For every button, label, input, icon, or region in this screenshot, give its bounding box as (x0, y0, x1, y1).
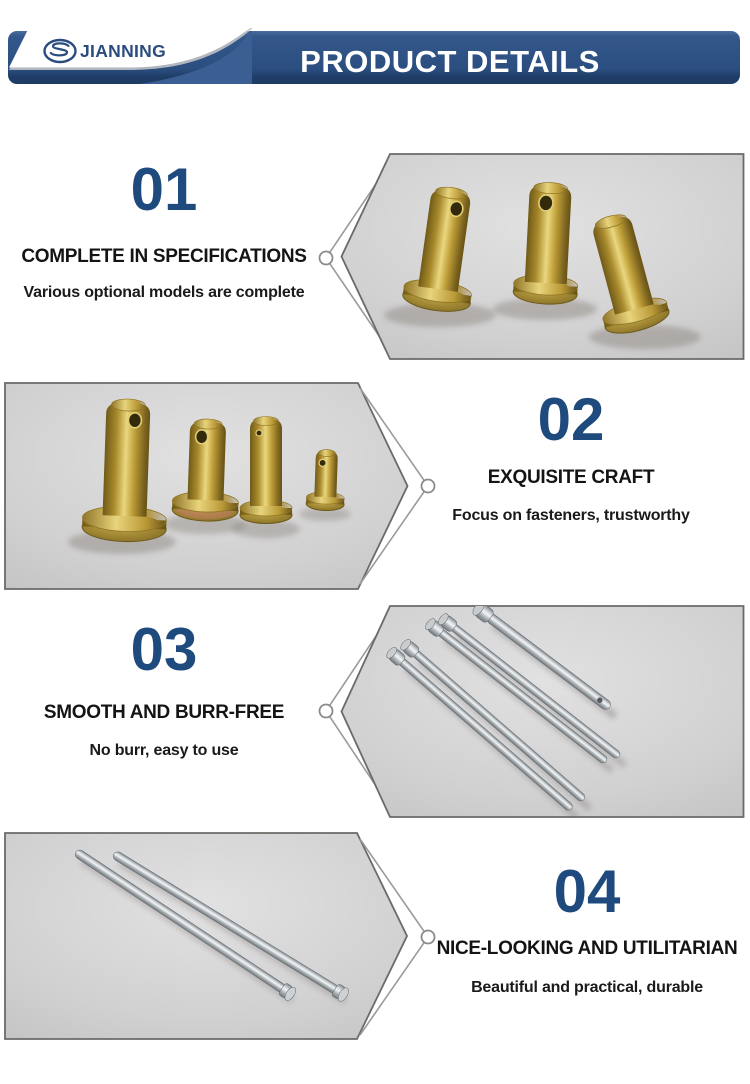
pointer-circle (320, 705, 333, 718)
section-3-subtitle: No burr, easy to use (89, 742, 239, 759)
product-photo-3 (340, 605, 745, 818)
section-4-text (426, 860, 748, 997)
section-4-title: NICE-LOOKING AND UTILITARIAN (436, 938, 738, 959)
page-title: PRODUCT DETAILS (300, 44, 600, 79)
section-3-title: SMOOTH AND BURR-FREE (43, 702, 285, 723)
section-1-text (2, 158, 326, 302)
section-4-number: 04 (553, 858, 621, 925)
section-3-number: 03 (130, 616, 198, 683)
section-1-title: COMPLETE IN SPECIFICATIONS (21, 246, 307, 267)
product-photo-4 (4, 832, 408, 1040)
section-2-subtitle: Focus on fasteners, trustworthy (452, 507, 690, 524)
section-4-subtitle: Beautiful and practical, durable (471, 979, 703, 996)
section-2-text (411, 388, 731, 525)
section-2-number: 02 (537, 386, 605, 453)
product-photo-1 (340, 153, 745, 360)
section-3-text (2, 618, 326, 760)
brand-name: JIANNING (80, 41, 167, 61)
pointer-circle (320, 252, 333, 265)
product-photo-2 (4, 382, 409, 590)
section-2-title: EXQUISITE CRAFT (487, 467, 655, 488)
section-1-subtitle: Various optional models are complete (23, 284, 305, 301)
section-1-number: 01 (130, 156, 198, 223)
